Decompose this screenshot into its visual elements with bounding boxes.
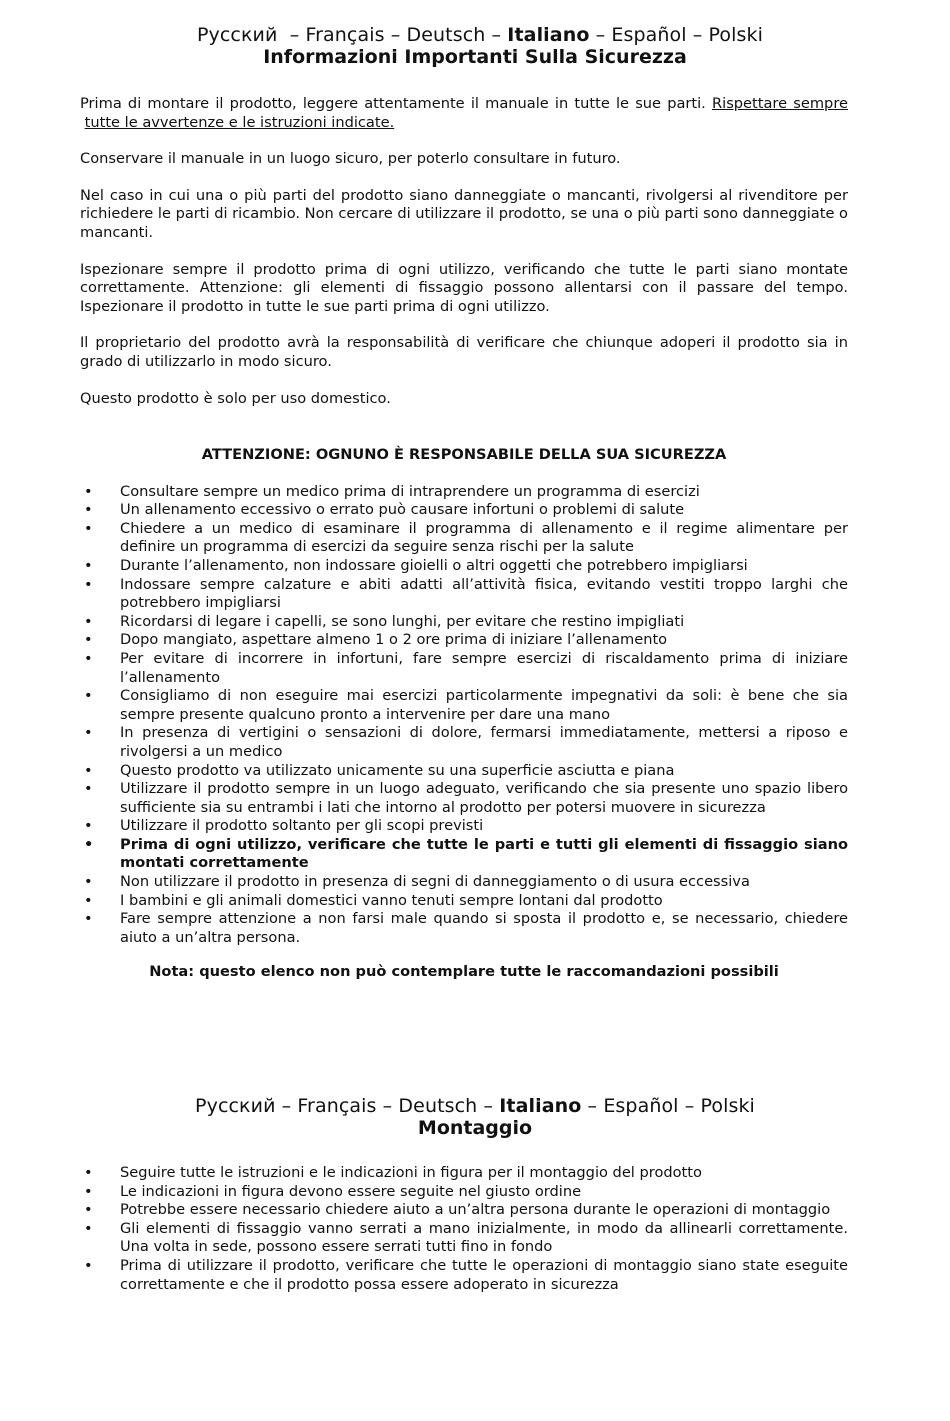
list-item: • In presenza di vertigini o sensazioni di dolore, fermarsi immediatamente, mettersi a riposo e rivolgersi a un medico <box>80 724 848 761</box>
lang-german: Deutsch <box>398 1095 478 1117</box>
list-item: • Potrebbe essere necessario chiedere aiuto a un’altra persona durante le operazioni di montaggio <box>80 1201 848 1220</box>
lang-separator: – <box>376 1095 399 1117</box>
list-item: • Questo prodotto va utilizzato unicamente su una superficie asciutta e piana <box>80 762 848 781</box>
lang-separator: – <box>686 24 709 46</box>
list-item: • Gli elementi di fissaggio vanno serrati a mano inizialmente, in modo da allinearli correttamente. Una volta in sede, possono essere serrati tutti fino in fondo <box>80 1220 848 1257</box>
list-item: • Consigliamo di non eseguire mai esercizi particolarmente impegnativi da soli: è bene che sia sempre presente qualcuno pronto a intervenire per dare una mano <box>80 687 848 724</box>
list-item: • Per evitare di incorrere in infortuni, fare sempre esercizi di riscaldamento prima di iniziare l’allenamento <box>80 650 848 687</box>
list-item: • Fare sempre attenzione a non farsi male quando si sposta il prodotto e, se necessario, chiedere aiuto a un’altra persona. <box>80 910 848 947</box>
intro-underlined-text: tutte le avvertenze e le istruzioni indicate. <box>84 113 395 131</box>
safety-heading: ATTENZIONE: OGNUNO È RESPONSABILE DELLA SUA SICUREZZA <box>201 446 727 463</box>
lang-separator: – <box>384 24 407 46</box>
lang-italian: Italiano <box>507 24 590 46</box>
list-item: • Non utilizzare il prodotto in presenza di segni di danneggiamento o di usura eccessiva <box>80 873 848 892</box>
intro-paragraph: Ispezionare sempre il prodotto prima di ogni utilizzo, verificando che tutte le parti siano montate correttamente. Attenzione: gli elementi di fissaggio possono allentarsi con il passare del tempo. Ispezionare il prodotto in tutte le sue parti prima di ogni utilizzo. <box>80 260 848 315</box>
intro-paragraph: Questo prodotto è solo per uso domestico. <box>80 389 391 407</box>
language-header-safety <box>0 24 950 68</box>
safety-note: Nota: questo elenco non può contemplare tutte le raccomandazioni possibili <box>149 963 779 981</box>
page-title: Informazioni Importanti Sulla Sicurezza <box>263 46 687 68</box>
lang-separator: – <box>275 1095 298 1117</box>
lang-separator: – <box>485 24 508 46</box>
lang-separator: – <box>477 1095 500 1117</box>
intro-paragraph: Conservare il manuale in un luogo sicuro, per poterlo consultare in futuro. <box>80 150 621 168</box>
lang-separator: – <box>678 1095 701 1117</box>
lang-separator: – <box>283 24 306 46</box>
language-list <box>5 24 950 46</box>
language-header-assembly <box>0 1095 950 1139</box>
list-item: • Utilizzare il prodotto sempre in un luogo adeguato, verificando che sia presente uno spazio libero sufficiente sia su entrambi i lati che intorno al prodotto per potersi muovere in sicurezza <box>80 780 848 817</box>
list-item: • I bambini e gli animali domestici vanno tenuti sempre lontani dal prodotto <box>80 892 848 911</box>
lang-polish: Polski <box>700 1095 755 1117</box>
language-list <box>0 1095 950 1117</box>
list-item: • Durante l’allenamento, non indossare gioielli o altri oggetti che potrebbero impigliarsi <box>80 557 848 576</box>
list-item: • Consultare sempre un medico prima di intraprendere un programma di esercizi <box>80 483 848 502</box>
intro-paragraph: Nel caso in cui una o più parti del prodotto siano danneggiate o mancanti, rivolgersi al rivenditore per richiedere le parti di ricambio. Non cercare di utilizzare il prodotto, se una o più parti sono danneggiate o mancanti. <box>80 186 848 241</box>
safety-list <box>80 483 848 948</box>
list-item: • Utilizzare il prodotto soltanto per gli scopi previsti <box>80 817 848 836</box>
list-item: • Prima di utilizzare il prodotto, verificare che tutte le operazioni di montaggio siano state eseguite correttamente e che il prodotto possa essere adoperato in sicurezza <box>80 1257 848 1294</box>
lang-spanish: Español <box>603 1095 679 1117</box>
intro-underlined-text: Rispettare sempre <box>712 95 848 112</box>
safety-section <box>80 446 848 982</box>
lang-polish: Polski <box>708 24 764 46</box>
lang-separator: – <box>581 1095 604 1117</box>
list-item-emphasized: • Prima di ogni utilizzo, verificare che tutte le parti e tutti gli elementi di fissaggio siano montati correttamente <box>80 836 848 873</box>
intro-section <box>80 95 848 408</box>
list-item: • Un allenamento eccessivo o errato può causare infortuni o problemi di salute <box>80 501 848 520</box>
lang-separator: – <box>589 24 612 46</box>
lang-french: Français <box>297 1095 377 1117</box>
lang-german: Deutsch <box>406 24 486 46</box>
lang-italian: Italiano <box>499 1095 582 1117</box>
lang-russian: Русский <box>195 1095 276 1117</box>
assembly-section <box>80 1164 848 1294</box>
lang-russian: Русский <box>196 24 278 46</box>
list-item: • Seguire tutte le istruzioni e le indicazioni in figura per il montaggio del prodotto <box>80 1164 848 1183</box>
intro-text: Prima di montare il prodotto, leggere attentamente il manuale in tutte le sue parti. <box>80 95 712 112</box>
list-item: • Ricordarsi di legare i capelli, se sono lunghi, per evitare che restino impigliati <box>80 613 848 632</box>
list-item: • Le indicazioni in figura devono essere seguite nel giusto ordine <box>80 1183 848 1202</box>
list-item: • Indossare sempre calzature e abiti adatti all’attività fisica, evitando vestiti troppo larghi che potrebbero impigliarsi <box>80 576 848 613</box>
intro-paragraph <box>80 95 848 132</box>
list-item: • Chiedere a un medico di esaminare il programma di allenamento e il regime alimentare per definire un programma di esercizi da seguire senza rischi per la salute <box>80 520 848 557</box>
lang-spanish: Español <box>611 24 687 46</box>
intro-paragraph: Il proprietario del prodotto avrà la responsabilità di verificare che chiunque adoperi il prodotto sia in grado di utilizzarlo in modo sicuro. <box>80 334 848 370</box>
lang-french: Français <box>305 24 385 46</box>
assembly-list <box>80 1164 848 1294</box>
section-title: Montaggio <box>417 1117 533 1139</box>
list-item: • Dopo mangiato, aspettare almeno 1 o 2 ore prima di iniziare l’allenamento <box>80 631 848 650</box>
